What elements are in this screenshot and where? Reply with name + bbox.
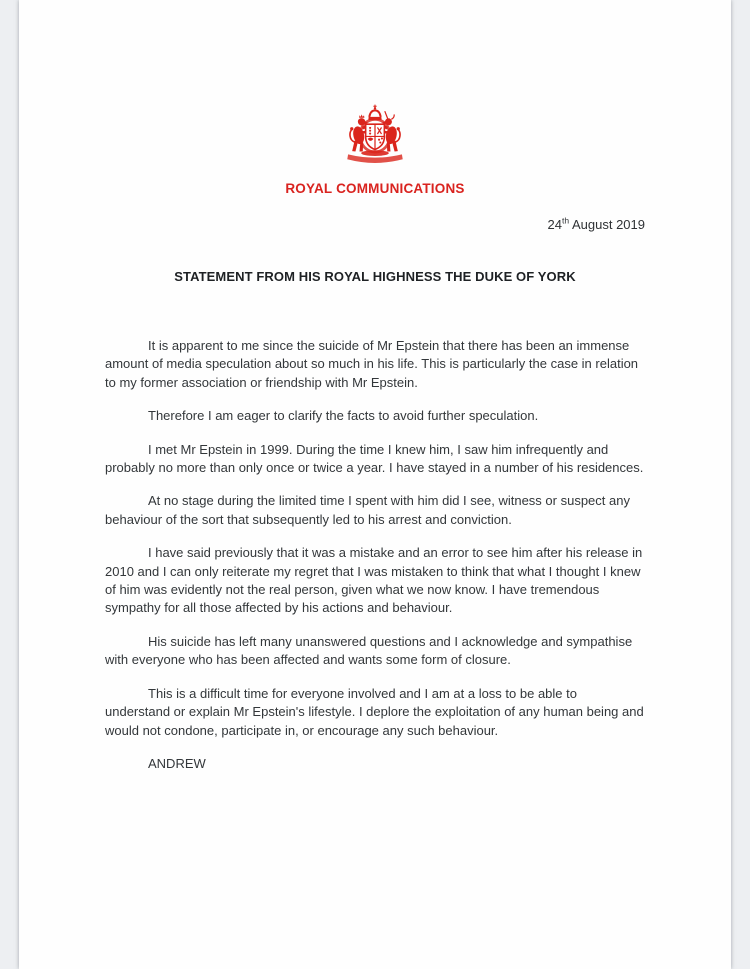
statement-title: STATEMENT FROM HIS ROYAL HIGHNESS THE DUKE OF YORK <box>174 269 576 284</box>
date-ordinal: th <box>562 215 570 226</box>
body-paragraph: At no stage during the limited time I spent with him did I see, witness or suspect any behaviour of the sort that subsequently led to his arrest and conviction. <box>105 493 630 527</box>
org-name: ROYAL COMMUNICATIONS <box>285 181 465 196</box>
body-paragraph: I have said previously that it was a mistake and an error to see him after his release in 2010 and I can only reiterate my regret that I was mistaken to think that what I thought I knew of him was evidently not the real person, given what we now know. I have tremendous sympathy for all those affected by his actions and behaviour. <box>105 545 643 616</box>
body-paragraph: I met Mr Epstein in 1999. During the time I knew him, I saw him infrequently and probably no more than only once or twice a year. I have stayed in a number of his residences. <box>105 441 644 476</box>
body-paragraph: It is apparent to me since the suicide of Mr Epstein that there has been an immense amount of media speculation about so much in his life. This is particularly the case in relation to my former association or friendship with Mr Epstein. <box>105 338 639 390</box>
body-paragraph: His suicide has left many unanswered questions and I acknowledge and sympathise with everyone who has been affected and wants some form of closure. <box>105 633 633 668</box>
date-day: 24 <box>547 217 562 232</box>
royal-coat-of-arms-icon <box>322 93 428 175</box>
letter-body <box>105 337 645 740</box>
letter-page <box>19 0 731 969</box>
signature: ANDREW <box>148 755 206 771</box>
body-paragraph: This is a difficult time for everyone involved and I am at a loss to be able to understand or explain Mr Epstein's lifestyle. I deplore the exploitation of any human being and would not condone, participate in, or encourage any such behaviour. <box>105 685 644 738</box>
date-month-year: August 2019 <box>569 217 645 232</box>
date-line <box>105 217 645 232</box>
body-paragraph: Therefore I am eager to clarify the facts to avoid further speculation. <box>148 408 539 424</box>
letterhead <box>105 0 645 196</box>
